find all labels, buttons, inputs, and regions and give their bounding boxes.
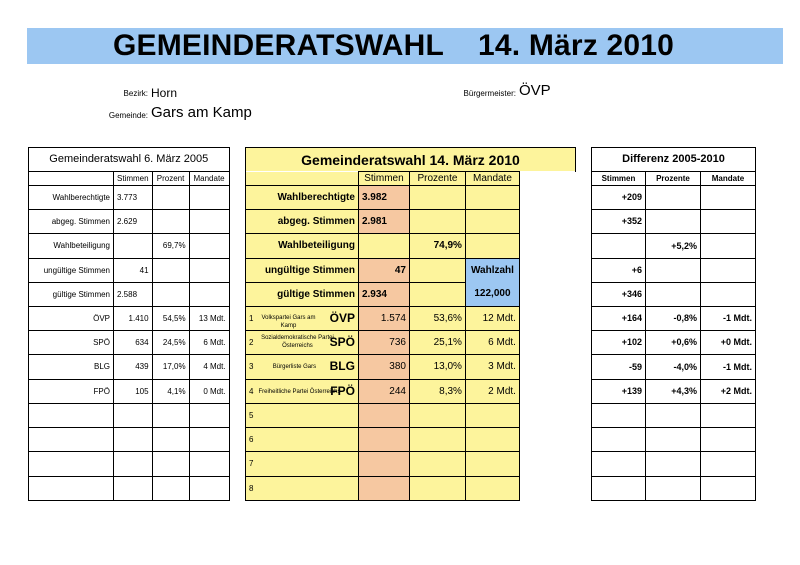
table-cell bbox=[114, 477, 153, 501]
table-row bbox=[29, 331, 230, 355]
table-cell: +139 bbox=[592, 380, 646, 404]
table-cell: 4,1% bbox=[152, 380, 189, 404]
table-row bbox=[246, 210, 576, 234]
table-cell: +346 bbox=[592, 283, 646, 307]
table-cell: 634 bbox=[114, 331, 153, 355]
col-header: Stimmen bbox=[592, 172, 646, 186]
table-row bbox=[246, 259, 576, 283]
title-date: 14. März 2010 bbox=[478, 29, 675, 62]
table-cell: 6 Mdt. bbox=[189, 331, 229, 355]
table-cell: +164 bbox=[592, 307, 646, 331]
table-cell: +352 bbox=[592, 210, 646, 234]
table-row bbox=[246, 477, 576, 501]
table-cell: Sozialdemokratische Partei Österreichs bbox=[261, 335, 334, 349]
bezirk-label: Bezirk: bbox=[123, 89, 148, 98]
table-row bbox=[592, 477, 756, 501]
table-cell: 17,0% bbox=[152, 355, 189, 380]
results-2005-table bbox=[28, 147, 230, 501]
table-row bbox=[246, 283, 576, 307]
table-cell bbox=[592, 428, 646, 452]
table-cell: 54,5% bbox=[152, 307, 189, 331]
table-cell: 105 bbox=[114, 380, 153, 404]
table-cell bbox=[465, 452, 519, 477]
table-cell: 3.773 bbox=[114, 186, 153, 210]
table-cell: 6 bbox=[246, 428, 257, 452]
table-cell: 25,1% bbox=[409, 331, 465, 355]
table-cell bbox=[701, 259, 756, 283]
table-row bbox=[29, 428, 230, 452]
table-cell: +0,6% bbox=[646, 331, 701, 355]
table-row bbox=[592, 428, 756, 452]
col-header: Mandate bbox=[189, 172, 229, 186]
table-cell bbox=[189, 428, 229, 452]
table-cell bbox=[189, 234, 229, 259]
table-cell: 4 bbox=[246, 380, 257, 404]
table-row bbox=[29, 307, 230, 331]
col-header: Prozent bbox=[152, 172, 189, 186]
table-cell: 13,0% bbox=[409, 355, 465, 380]
table-cell bbox=[358, 428, 409, 452]
table-cell bbox=[29, 428, 114, 452]
table-cell: 1.574 bbox=[358, 307, 409, 331]
table-cell: ungültige Stimmen bbox=[29, 259, 114, 283]
table-cell bbox=[358, 234, 409, 259]
table-row bbox=[592, 283, 756, 307]
table-cell: 6 Mdt. bbox=[465, 331, 519, 355]
table-row bbox=[246, 452, 576, 477]
table-cell: 1 bbox=[246, 307, 257, 331]
table-cell bbox=[189, 404, 229, 428]
table-cell: 74,9% bbox=[409, 234, 465, 259]
table-row bbox=[29, 355, 230, 380]
table-cell bbox=[189, 259, 229, 283]
table-cell bbox=[646, 477, 701, 501]
table-cell: -1 Mdt. bbox=[701, 355, 756, 380]
table-cell: -0,8% bbox=[646, 307, 701, 331]
table-cell: 5 bbox=[246, 404, 257, 428]
title-banner bbox=[27, 28, 783, 64]
table-cell bbox=[409, 452, 465, 477]
table-cell: 0 Mdt. bbox=[189, 380, 229, 404]
table-row bbox=[246, 186, 576, 210]
table-cell bbox=[114, 234, 153, 259]
table-row bbox=[29, 283, 230, 307]
table-cell: 2 bbox=[246, 331, 257, 355]
table-cell: Bürgerliste Gars bbox=[272, 364, 317, 370]
table-row bbox=[246, 428, 576, 452]
table-cell bbox=[409, 428, 465, 452]
table-row bbox=[29, 380, 230, 404]
table-cell: +0 Mdt. bbox=[701, 331, 756, 355]
table-cell bbox=[701, 234, 756, 259]
table-cell bbox=[409, 259, 465, 283]
table-cell bbox=[29, 404, 114, 428]
table-cell: +6 bbox=[592, 259, 646, 283]
table-cell bbox=[592, 404, 646, 428]
table-cell: +4,3% bbox=[646, 380, 701, 404]
table-cell: Wahlbeteiligung bbox=[246, 234, 359, 259]
table-cell bbox=[465, 477, 519, 501]
table-cell: Wahlberechtigte bbox=[29, 186, 114, 210]
table-cell: FPÖ bbox=[29, 380, 114, 404]
col-header: Mandate bbox=[701, 172, 756, 186]
table-cell bbox=[701, 283, 756, 307]
table-cell: -4,0% bbox=[646, 355, 701, 380]
table-cell bbox=[701, 477, 756, 501]
table-cell: BLG bbox=[29, 355, 114, 380]
table-cell: 13 Mdt. bbox=[189, 307, 229, 331]
table-cell bbox=[152, 452, 189, 477]
table-cell bbox=[189, 477, 229, 501]
table-row bbox=[592, 186, 756, 210]
table-cell bbox=[152, 186, 189, 210]
table-cell bbox=[152, 259, 189, 283]
col-header: Prozente bbox=[409, 172, 465, 186]
table-cell: SPÖ bbox=[329, 335, 355, 349]
table-cell: +209 bbox=[592, 186, 646, 210]
table-cell: gültige Stimmen bbox=[29, 283, 114, 307]
table-cell: ungültige Stimmen bbox=[246, 259, 359, 283]
results-2010-table bbox=[245, 147, 576, 501]
table-cell: 2.629 bbox=[114, 210, 153, 234]
table-row bbox=[246, 380, 576, 404]
table-row bbox=[29, 452, 230, 477]
table-row bbox=[592, 404, 756, 428]
table-cell: 244 bbox=[358, 380, 409, 404]
col-header: Stimmen bbox=[114, 172, 153, 186]
table-cell: 3 Mdt. bbox=[465, 355, 519, 380]
table-cell: 41 bbox=[114, 259, 153, 283]
table-cell bbox=[592, 234, 646, 259]
table-row bbox=[592, 380, 756, 404]
table-cell bbox=[701, 210, 756, 234]
table-cell: 7 bbox=[246, 452, 257, 477]
table-cell bbox=[189, 186, 229, 210]
table-cell: +2 Mdt. bbox=[701, 380, 756, 404]
table-row bbox=[592, 234, 756, 259]
wahlzahl-value: 122,000 bbox=[465, 283, 519, 307]
wahlzahl-label: Wahlzahl bbox=[465, 259, 519, 283]
table-cell: -59 bbox=[592, 355, 646, 380]
table-cell: Volkspartei Gars am Kamp bbox=[261, 315, 316, 329]
table-cell bbox=[152, 477, 189, 501]
table-cell: 2.588 bbox=[114, 283, 153, 307]
table-row bbox=[246, 404, 576, 428]
table-row bbox=[246, 307, 576, 331]
difference-table bbox=[591, 147, 756, 501]
table-cell bbox=[465, 186, 519, 210]
table-row bbox=[592, 307, 756, 331]
table-cell bbox=[114, 452, 153, 477]
table-cell: abgeg. Stimmen bbox=[29, 210, 114, 234]
table-cell bbox=[646, 259, 701, 283]
table-cell: 439 bbox=[114, 355, 153, 380]
table-row bbox=[29, 234, 230, 259]
table-cell: 47 bbox=[358, 259, 409, 283]
table-cell bbox=[465, 234, 519, 259]
table-row bbox=[29, 404, 230, 428]
table-cell bbox=[646, 210, 701, 234]
table-cell: BLG bbox=[329, 359, 355, 373]
table-cell bbox=[29, 452, 114, 477]
table-cell: 2 Mdt. bbox=[465, 380, 519, 404]
table-cell bbox=[358, 404, 409, 428]
bezirk-value: Horn bbox=[151, 86, 178, 100]
table-cell bbox=[465, 210, 519, 234]
table-cell bbox=[646, 283, 701, 307]
table-cell: SPÖ bbox=[29, 331, 114, 355]
table-cell: 4 Mdt. bbox=[189, 355, 229, 380]
table-cell: Freiheitliche Partei Österreichs bbox=[258, 389, 341, 395]
table-cell bbox=[189, 210, 229, 234]
table-cell: 69,7% bbox=[152, 234, 189, 259]
table-cell: 24,5% bbox=[152, 331, 189, 355]
table-cell bbox=[189, 452, 229, 477]
table-cell bbox=[358, 452, 409, 477]
table-cell bbox=[358, 477, 409, 501]
table-title-2005: Gemeinderatswahl 6. März 2005 bbox=[29, 148, 230, 172]
table-cell: 736 bbox=[358, 331, 409, 355]
table-row bbox=[592, 210, 756, 234]
col-header: Stimmen bbox=[358, 172, 409, 186]
table-cell: ÖVP bbox=[29, 307, 114, 331]
gemeinde-value: Gars am Kamp bbox=[151, 104, 252, 121]
table-cell bbox=[465, 428, 519, 452]
table-cell: 3.982 bbox=[358, 186, 409, 210]
table-row bbox=[592, 259, 756, 283]
table-cell bbox=[701, 404, 756, 428]
table-cell: 2.934 bbox=[358, 283, 409, 307]
buergermeister-label: Bürgermeister: bbox=[463, 89, 516, 98]
table-cell bbox=[189, 283, 229, 307]
table-cell bbox=[409, 210, 465, 234]
table-cell bbox=[152, 428, 189, 452]
table-cell bbox=[152, 283, 189, 307]
buergermeister-value: ÖVP bbox=[519, 82, 551, 99]
table-cell: abgeg. Stimmen bbox=[246, 210, 359, 234]
title-main: GEMEINDERATSWAHL bbox=[113, 29, 444, 62]
table-row bbox=[592, 355, 756, 380]
table-row bbox=[246, 331, 576, 355]
table-cell bbox=[409, 186, 465, 210]
table-cell bbox=[409, 477, 465, 501]
table-row bbox=[29, 210, 230, 234]
table-cell bbox=[701, 428, 756, 452]
table-cell: 380 bbox=[358, 355, 409, 380]
table-cell: FPÖ bbox=[330, 384, 355, 398]
table-cell: 12 Mdt. bbox=[465, 307, 519, 331]
table-cell bbox=[152, 404, 189, 428]
table-cell bbox=[592, 452, 646, 477]
table-cell: Wahlberechtigte bbox=[246, 186, 359, 210]
table-cell bbox=[701, 452, 756, 477]
table-cell bbox=[646, 186, 701, 210]
table-row bbox=[29, 477, 230, 501]
table-title-diff: Differenz 2005-2010 bbox=[592, 148, 756, 172]
table-title-2010: Gemeinderatswahl 14. März 2010 bbox=[246, 148, 576, 172]
table-row bbox=[29, 259, 230, 283]
table-row bbox=[29, 186, 230, 210]
table-cell bbox=[114, 404, 153, 428]
table-row bbox=[246, 355, 576, 380]
table-cell bbox=[29, 477, 114, 501]
table-cell bbox=[646, 404, 701, 428]
table-cell bbox=[701, 186, 756, 210]
table-cell: 53,6% bbox=[409, 307, 465, 331]
table-cell: 8 bbox=[246, 477, 257, 501]
table-cell bbox=[152, 210, 189, 234]
col-header: Mandate bbox=[465, 172, 519, 186]
table-row bbox=[592, 452, 756, 477]
table-cell bbox=[465, 404, 519, 428]
gemeinde-label: Gemeinde: bbox=[108, 111, 148, 120]
table-cell: gültige Stimmen bbox=[246, 283, 359, 307]
table-cell bbox=[592, 477, 646, 501]
table-row bbox=[246, 234, 576, 259]
table-cell bbox=[646, 428, 701, 452]
table-cell: 3 bbox=[246, 355, 257, 380]
table-cell bbox=[114, 428, 153, 452]
table-cell: 1.410 bbox=[114, 307, 153, 331]
col-header: Prozente bbox=[646, 172, 701, 186]
table-cell: 8,3% bbox=[409, 380, 465, 404]
table-cell: -1 Mdt. bbox=[701, 307, 756, 331]
table-cell: 2.981 bbox=[358, 210, 409, 234]
table-cell: Wahlbeteiligung bbox=[29, 234, 114, 259]
table-cell bbox=[646, 452, 701, 477]
table-cell bbox=[409, 283, 465, 307]
table-cell: +5,2% bbox=[646, 234, 701, 259]
table-row bbox=[592, 331, 756, 355]
table-cell: +102 bbox=[592, 331, 646, 355]
table-cell: ÖVP bbox=[329, 311, 355, 325]
table-cell bbox=[409, 404, 465, 428]
